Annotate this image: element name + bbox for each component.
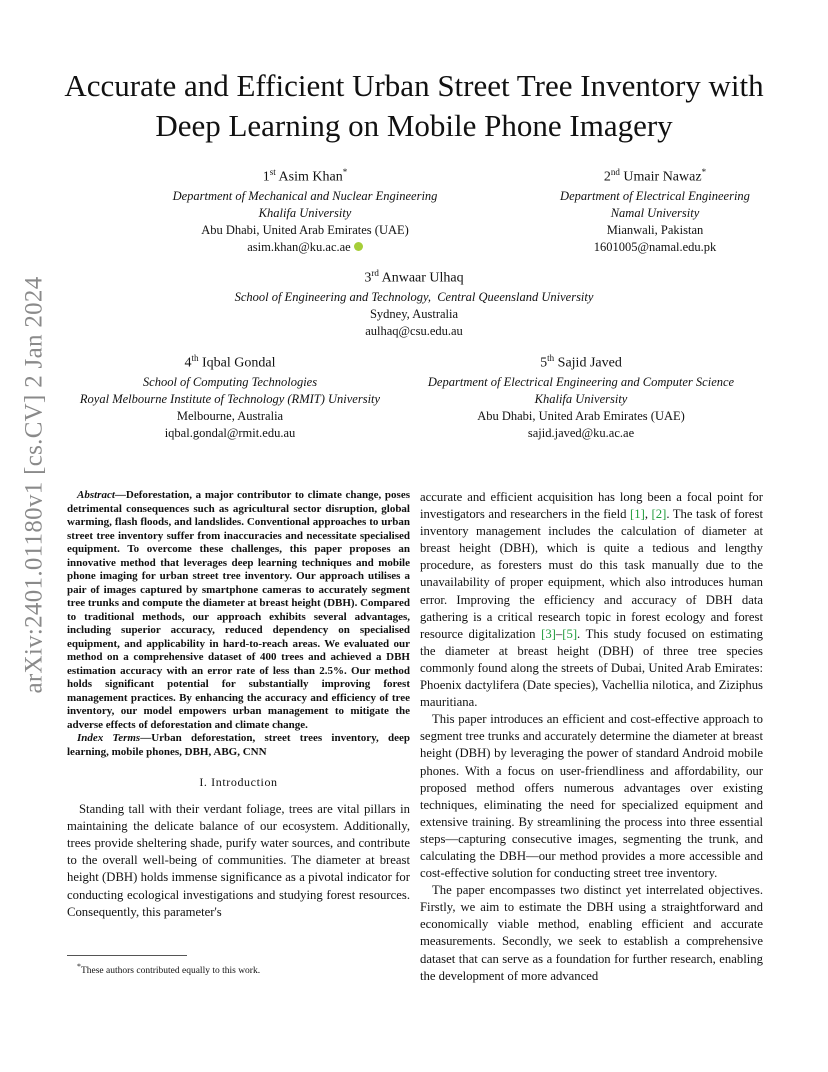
author-department: Department of Mechanical and Nuclear Engineering <box>172 188 438 203</box>
author-email[interactable]: aulhaq@csu.edu.au <box>365 323 463 338</box>
intro-paragraph-2: accurate and efficient acquisition has long been a focal point for investigators and researchers in the field [1], [2]. The task of forest inventory management includes the calculation of diameter at breast height (DBH), which is quite a tedious and lengthy procedure, as foresters must do this task manually due to the unavailability of proper equipment, which also introduces human error. Improving the efficiency and accuracy of DBH data gathering is a critical research topic in forest ecology and forest resource digitalization [3]–[5]. This study focused on estimating the diameter at breast height (DBH) of three tree species commonly found along the streets of Dubai, United Arab Emirates: Phoenix dactylifera (Date species), Vachellia nilotica, and Ziziphus mauritiana. <box>420 490 763 710</box>
author-location: Sydney, Australia <box>369 306 459 321</box>
author-institution: Khalifa University <box>258 205 352 220</box>
abstract <box>67 489 410 732</box>
author-block-1 <box>150 163 460 256</box>
author-name: 3rd Anwaar Ulhaq <box>364 268 464 286</box>
orcid-icon[interactable] <box>354 242 363 251</box>
author-email-line <box>150 239 460 256</box>
abstract-text: —Deforestation, a major contributor to climate change, poses detrimental consequences such as agricultural sector disruption, global warming, flash floods, and landslides. Conventional approaches to urban street tree inventory suffer from inaccuracies and necessitate specialised equipment. To overcome these challenges, this paper proposes an innovative method that leverages deep learning techniques and mobile phone imaging for urban street tree inventory. Our approach utilises a pair of images captured by smartphone cameras to accurately segment tree trunks and compute the diameter at breast height (DBH). Compared to traditional methods, our approach exhibits several advantages, including superior accuracy, reduced dependency on specialised equipment, and applicability in hard-to-reach areas. We evaluated our method on a comprehensive dataset of 400 trees and achieved a DBH estimation accuracy with an error rate of less than 2.5%. Our method holds significant potential for substantially improving forest management practices. By enhancing the accuracy and efficiency of tree inventory, our model empowers urban management to mitigate the adverse effects of deforestation and climate change. <box>67 489 410 731</box>
author-email[interactable]: iqbal.gondal@rmit.edu.au <box>164 425 296 440</box>
intro-paragraph-4: The paper encompasses two distinct yet interrelated objectives. Firstly, we aim to estimate the DBH using a straightforward and economically viable method, enabling efficient and accurate measurements. Secondly, we seek to establish a comprehensive dataset that can serve as a foundation for further research, enabling the development of more advanced <box>420 883 763 983</box>
citation-link[interactable]: [1] <box>630 507 645 522</box>
paper-title: Accurate and Efficient Urban Street Tree Inventory with Deep Learning on Mobile Phone Imagery <box>64 68 764 143</box>
intro-paragraph-1: Standing tall with their verdant foliage, trees are vital pillars in maintaining the delicate balance of our ecosystem. Additionally, trees provide sheltering shade, purify water sources, and contribute to the overall well-being of communities. The diameter at breast height (DBH) holds immense significance as a pivotal indicator for conducting ecological investigations and studying forest resources. Consequently, this parameter's <box>67 802 410 919</box>
right-column <box>420 489 763 985</box>
author-name: 2nd Umair Nawaz* <box>603 167 707 185</box>
author-location: Abu Dhabi, United Arab Emirates (UAE) <box>477 408 685 423</box>
footnote-text: These authors contributed equally to this work. <box>80 966 261 977</box>
author-department: School of Computing Technologies <box>142 374 318 389</box>
left-column <box>67 489 410 921</box>
author-name: 1st Asim Khan* <box>262 167 348 185</box>
author-email[interactable]: asim.khan@ku.ac.ae <box>247 239 351 254</box>
author-name: 5th Sajid Javed <box>540 353 622 371</box>
author-name: 4th Iqbal Gondal <box>184 353 276 371</box>
author-block-4 <box>50 349 410 442</box>
index-terms <box>67 732 410 759</box>
author-department: Department of Electrical Engineering and Computer Science <box>427 374 735 389</box>
citation-link[interactable]: [2] <box>651 507 667 522</box>
author-email[interactable]: 1601005@namal.edu.pk <box>593 239 717 254</box>
author-department: Department of Electrical Engineering <box>560 188 750 203</box>
arxiv-identifier-text: arXiv:2401.01180v1 [cs.CV] 2 Jan 2024 <box>21 276 49 694</box>
author-block-5 <box>396 349 766 442</box>
index-terms-lead: Index Terms <box>77 732 141 744</box>
author-institution: Khalifa University <box>534 391 628 406</box>
intro-paragraph-3: This paper introduces an efficient and cost-effective approach to segment tree trunks and accurately determine the diameter at breast height (DBH) by leveraging the power of standard Android mobile phones. With a focus on user-friendliness and affordability, our proposed method offers numerous advantages over existing techniques, eliminating the need for specialized equipment and extensive training. By streamlining the process into three essential steps—capturing consecutive images, segmenting the trunk, and calculating the DBH—our method provides a more accessible and cost-effective solution for conducting street tree inventory. <box>420 712 763 881</box>
author-block-2 <box>515 163 795 256</box>
citation-link[interactable]: [3] <box>541 626 556 641</box>
index-terms-text: —Urban deforestation, street trees inventory, deep learning, mobile phones, DBH, ABG, CNN <box>67 732 410 758</box>
author-institution: Namal University <box>610 205 700 220</box>
author-location: Melbourne, Australia <box>176 408 284 423</box>
author-department: School of Engineering and Technology, Central Queensland University <box>234 289 594 304</box>
author-location: Mianwali, Pakistan <box>606 222 704 237</box>
author-email[interactable]: sajid.javed@ku.ac.ae <box>527 425 635 440</box>
footnote-rule <box>67 955 187 956</box>
footnote <box>77 961 417 977</box>
author-institution: Royal Melbourne Institute of Technology (RMIT) University <box>79 391 381 406</box>
author-block-3 <box>164 264 664 340</box>
author-location: Abu Dhabi, United Arab Emirates (UAE) <box>201 222 409 237</box>
citation-link[interactable]: [5] <box>562 626 578 641</box>
footnote-mark: * <box>77 962 81 971</box>
section-heading-introduction: I. Introduction <box>199 775 278 789</box>
abstract-lead: Abstract <box>77 489 115 501</box>
